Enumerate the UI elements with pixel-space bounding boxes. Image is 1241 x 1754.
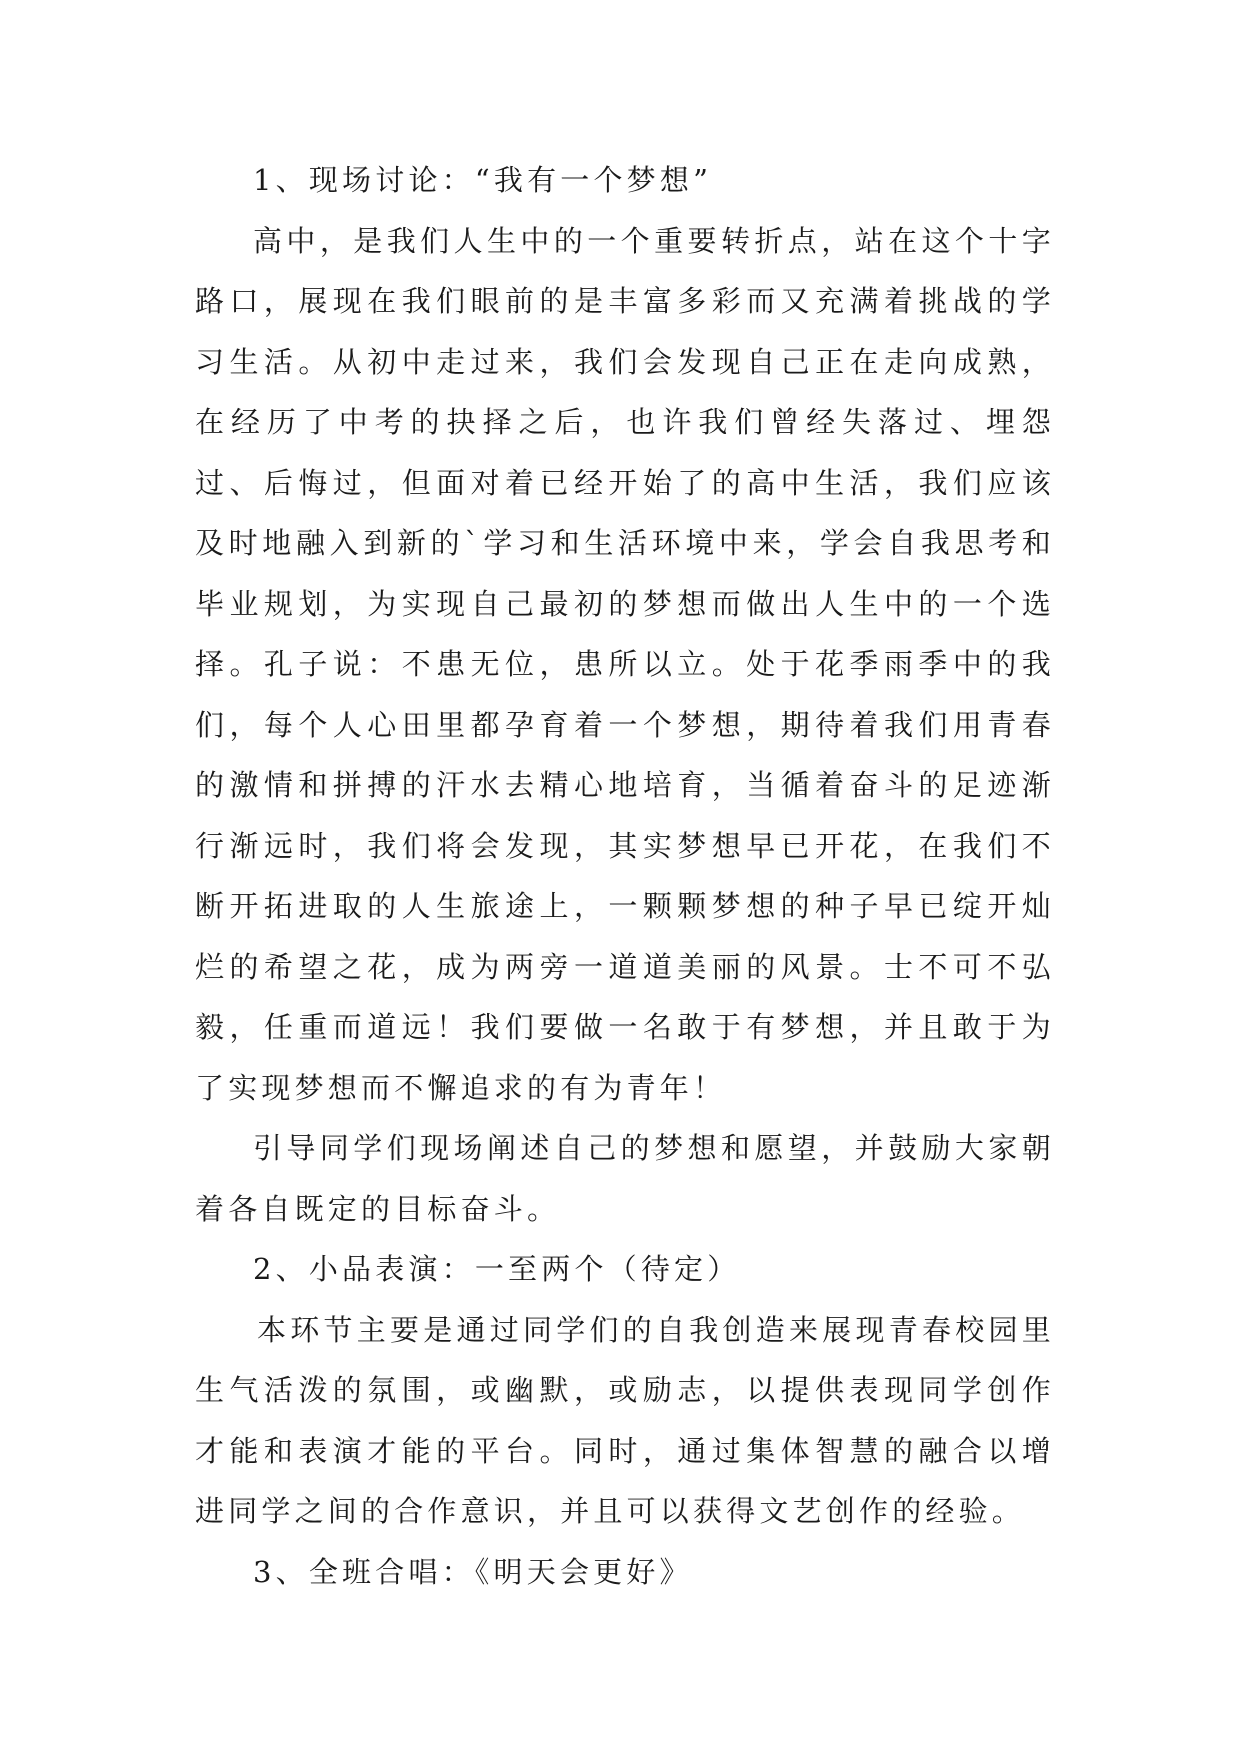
section2-body: 本环节主要是通过同学们的自我创造来展现青春校园里生气活泼的氛围，或幽默，或励志，以提供表现同学创作才能和表演才能的平台。同时，通过集体智慧的融合以增进同学之间的合作意识，并且可以获得文艺创作的经验。 xyxy=(195,1312,1055,1528)
section1-guide: 引导同学们现场阐述自己的梦想和愿望，并鼓励大家朝着各自既定的目标奋斗。 xyxy=(195,1131,1055,1226)
section1-body: 高中，是我们人生中的一个重要转折点，站在这个十字路口，展现在我们眼前的是丰富多彩而又充满着挑战的学习生活。从初中走过来，我们会发现自己正在走向成熟，在经历了中考的抉择之后，也许我们曾经失落过、埋怨过、后悔过，但面对着已经开始了的高中生活，我们应该及时地融入到新的`学习和生活环境中来，学会自我思考和毕业规划，为实现自己最初的梦想而做出人生中的一个选择。孔子说：不患无位，患所以立。处于花季雨季中的我们，每个人心田里都孕育着一个梦想，期待着我们用青春的激情和拼搏的汗水去精心地培育，当循着奋斗的足迹渐行渐远时，我们将会发现，其实梦想早已开花，在我们不断开拓进取的人生旅途上，一颗颗梦想的种子早已绽开灿烂的希望之花，成为两旁一道道美丽的风景。士不可不弘毅，任重而道远！我们要做一名敢于有梦想，并且敢于为了实现梦想而不懈追求的有为青年！ xyxy=(195,223,1055,1105)
section2-heading: 2、小品表演：一至两个（待定） xyxy=(253,1252,741,1286)
section3-heading: 3、全班合唱：《明天会更好》 xyxy=(253,1554,693,1589)
document-page xyxy=(195,150,1055,1602)
section1-heading: 1、现场讨论：“我有一个梦想” xyxy=(253,163,713,197)
